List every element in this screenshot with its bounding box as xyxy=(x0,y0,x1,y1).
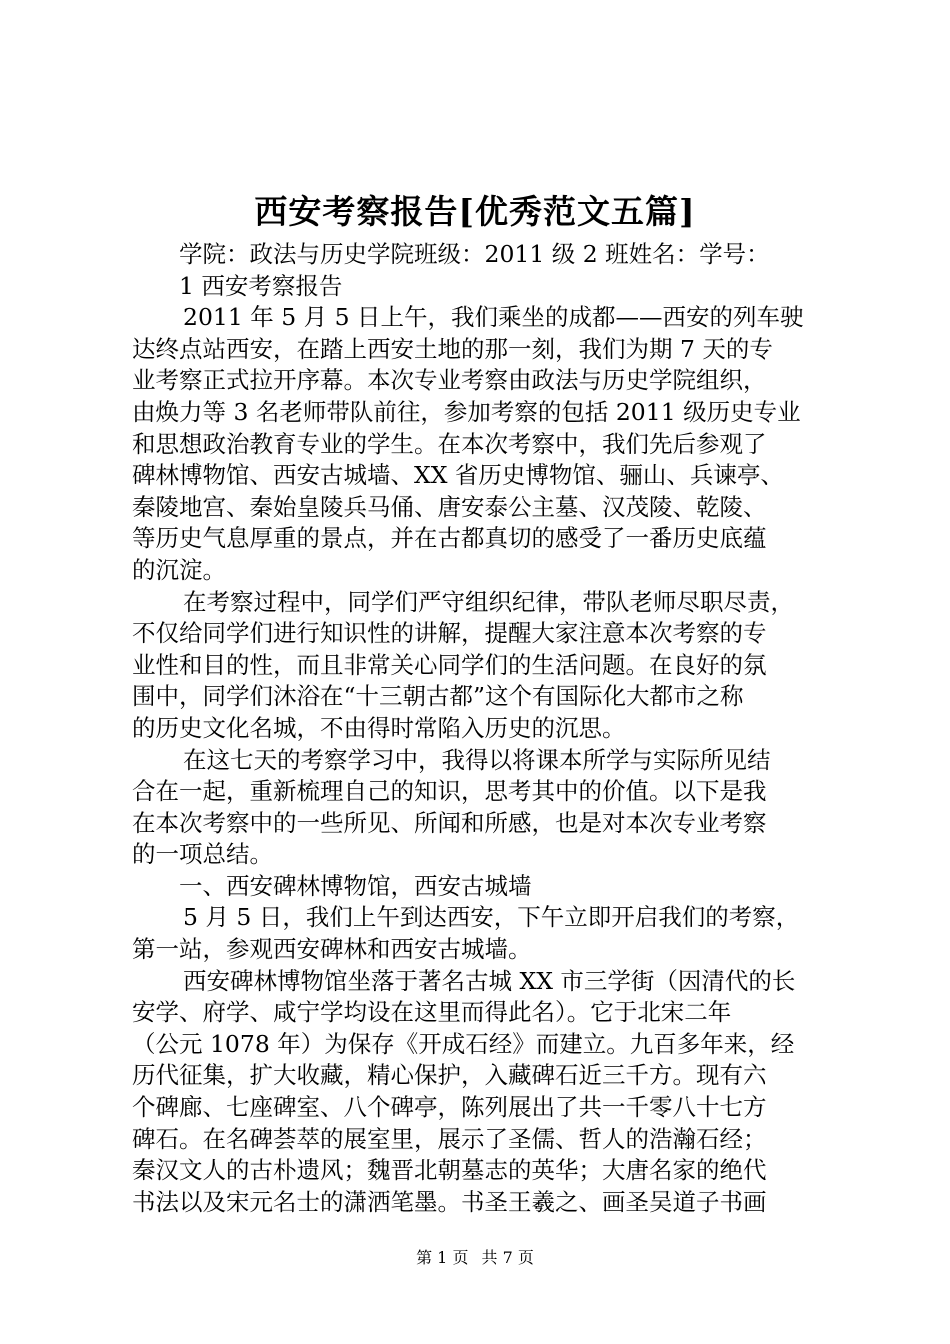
paragraph-line: 由焕力等 3 名老师带队前往，参加考察的包括 2011 级历史专业 xyxy=(132,397,801,426)
document-body xyxy=(132,239,832,1218)
paragraph-line: 第一站，参观西安碑林和西安古城墙。 xyxy=(132,935,532,964)
page-number: 第 1 页 xyxy=(416,1248,469,1267)
paragraph-line: 安学、府学、咸宁学均设在这里而得此名）。它于北宋二年 xyxy=(132,998,732,1027)
paragraph-line: 在这七天的考察学习中，我得以将课本所学与实际所见结 xyxy=(183,745,771,774)
paragraph-line: 围中，同学们沐浴在“十三朝古都”这个有国际化大都市之称 xyxy=(132,682,744,711)
paragraph-line: 的历史文化名城，不由得时常陷入历史的沉思。 xyxy=(132,713,626,742)
paragraph-line: 业性和目的性，而且非常关心同学们的生活问题。在良好的氛 xyxy=(132,650,767,679)
paragraph-line: 达终点站西安，在踏上西安土地的那一刻，我们为期 7 天的专 xyxy=(132,334,773,363)
paragraph-line: 合在一起，重新梳理自己的知识，思考其中的价值。以下是我 xyxy=(132,777,767,806)
paragraph-line: 书法以及宋元名士的潇洒笔墨。书圣王羲之、画圣吴道子书画 xyxy=(132,1187,767,1216)
section-heading: 1 西安考察报告 xyxy=(179,271,343,300)
paragraph-line: 在考察过程中，同学们严守组织纪律，带队老师尽职尽责， xyxy=(183,587,794,616)
paragraph-line: 秦汉文人的古朴遗风；魏晋北朝墓志的英华；大唐名家的绝代 xyxy=(132,1156,767,1185)
paragraph-line: 历代征集，扩大收藏，精心保护，入藏碑石近三千方。现有六 xyxy=(132,1061,767,1090)
author-info-line: 学院：政法与历史学院班级：2011 级 2 班姓名：学号： xyxy=(179,240,770,268)
paragraph-line: （公元 1078 年）为保存《开成石经》而建立。九百多年来，经 xyxy=(132,1029,795,1058)
paragraph-line: 碑林博物馆、西安古城墙、XX 省历史博物馆、骊山、兵谏亭、 xyxy=(132,461,784,490)
paragraph-line: 个碑廊、七座碑室、八个碑亭，陈列展出了共一千零八十七方 xyxy=(132,1093,767,1122)
paragraph-line: 的一项总结。 xyxy=(132,840,273,869)
paragraph-line: 2011 年 5 月 5 日上午，我们乘坐的成都——西安的列车驶 xyxy=(183,303,804,332)
paragraph-line: 西安碑林博物馆坐落于著名古城 XX 市三学街（因清代的长 xyxy=(183,966,796,995)
paragraph-line: 5 月 5 日，我们上午到达西安，下午立即开启我们的考察， xyxy=(183,903,800,932)
paragraph-line: 碑石。在名碑荟萃的展室里，展示了圣儒、哲人的浩瀚石经； xyxy=(132,1124,767,1153)
subsection-heading: 一、西安碑林博物馆，西安古城墙 xyxy=(179,871,532,900)
paragraph-line: 和思想政治教育专业的学生。在本次考察中，我们先后参观了 xyxy=(132,429,767,458)
paragraph-line: 业考察正式拉开序幕。本次专业考察由政法与历史学院组织， xyxy=(132,366,767,395)
paragraph-line: 在本次考察中的一些所见、所闻和所感，也是对本次专业考察 xyxy=(132,808,767,837)
page-total: 共 7 页 xyxy=(481,1248,534,1267)
paragraph-line: 的沉淀。 xyxy=(132,555,226,584)
page-footer xyxy=(0,1245,950,1268)
paragraph-line: 不仅给同学们进行知识性的讲解，提醒大家注意本次考察的专 xyxy=(132,619,767,648)
paragraph-line: 秦陵地宫、秦始皇陵兵马俑、唐安泰公主墓、汉茂陵、乾陵、 xyxy=(132,492,767,521)
document-title: 西安考察报告[优秀范文五篇] xyxy=(254,192,696,231)
paragraph-line: 等历史气息厚重的景点，并在古都真切的感受了一番历史底蕴 xyxy=(132,524,767,553)
